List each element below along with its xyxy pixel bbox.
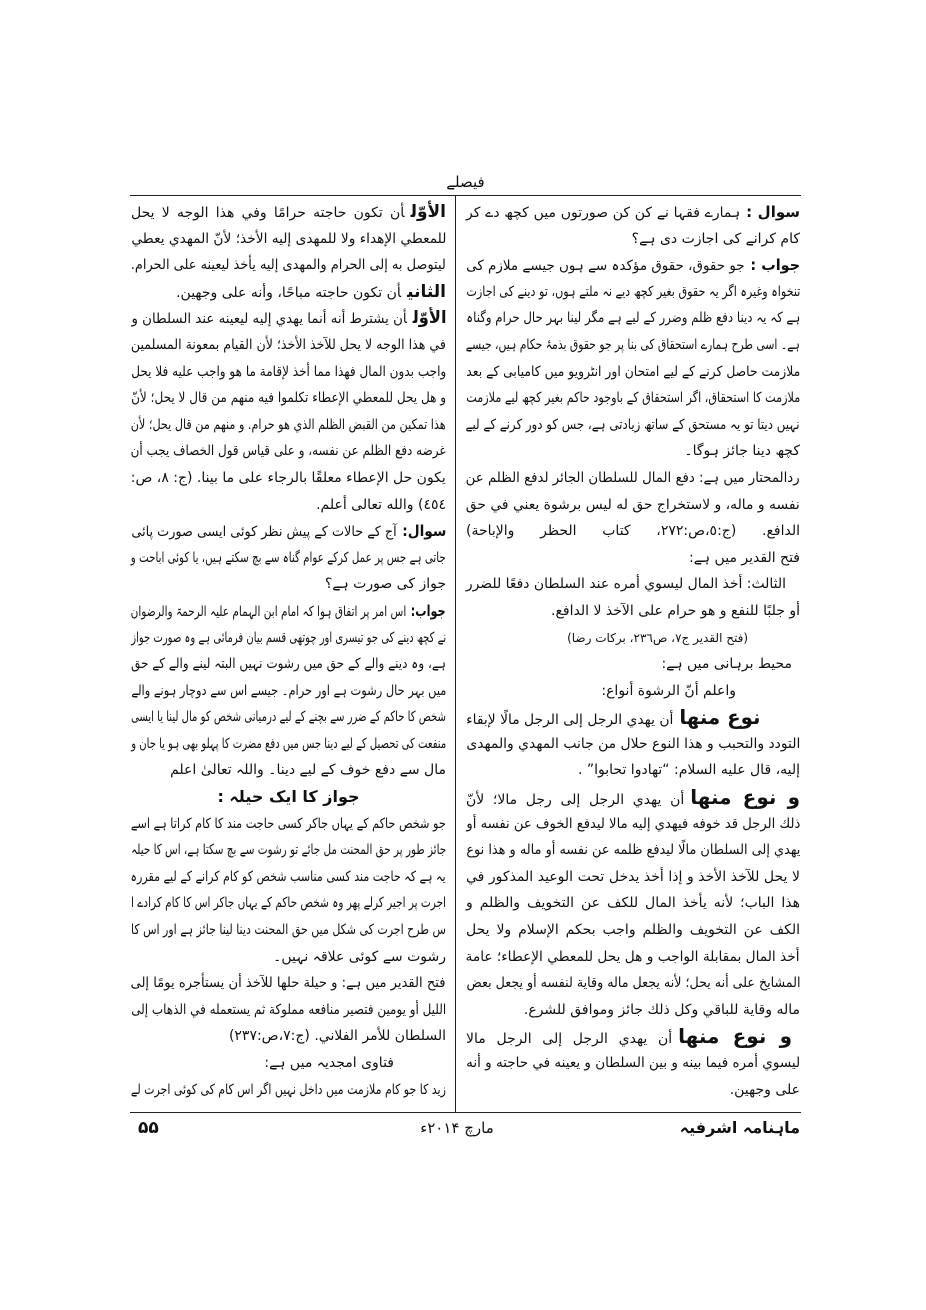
text-line: ليسوي أمره فيما بينه و بين السلطان و يعينه في حاجته و أنه bbox=[466, 1055, 800, 1071]
magazine-name: ماہنامہ اشرفیہ bbox=[679, 1118, 800, 1137]
text-line: واجب بدون المال فهذا مما أخذ لإقامة ما هو واجب عليه فلا يحل bbox=[131, 363, 446, 380]
text-line: هذا الباب؛ لأنه يأخذ المال للكف عن التخويف والظلم و bbox=[466, 895, 800, 912]
text-line: و هل يحل للمعطي الإعطاء تكلموا فيه منهم من قال لا يحل؛ لأنّ bbox=[131, 390, 446, 407]
text-line: غرضه دفع الظلم عن نفسه، و على قياس قول الخصاف يجب أن bbox=[131, 443, 446, 460]
clause-label: و نوع منها bbox=[690, 785, 800, 810]
clause-label: و نوع منها bbox=[678, 1024, 792, 1049]
text-line: ہے۔ اسی طرح ہمارے استحقاق کی بنا پر جو حقوق بذمۂ حکام ہیں، جیسے bbox=[466, 336, 800, 353]
text-line: على وجهين. bbox=[729, 1081, 800, 1098]
text-line: مال سے دفع خوف کے لیے دینا۔ واللہ تعالیٰ اعلم bbox=[170, 762, 446, 779]
text-line bbox=[466, 784, 800, 811]
text-line: ٤٥٤) والله تعالى أعلم. bbox=[316, 496, 446, 513]
text-line: الثالث: أخذ المال ليسوي أمره عند السلطان دفعًا للضرر bbox=[466, 576, 787, 593]
text-line: أو جلبًا للنفع و هو حرام على الآخذ لا الدافع. bbox=[551, 602, 800, 619]
text-line bbox=[131, 279, 446, 306]
text-line: ذلك الرجل قد خوفه فيهدي إليه مالا ليدفع الخوف عن نفسه أو bbox=[466, 815, 800, 832]
left-column bbox=[131, 199, 446, 1103]
line-text: اس امر پر اتفاق ہوا کہ امام ابن الہمام علیہ الرحمۃ والرضوان bbox=[131, 603, 407, 620]
text-line: اجرت پر اجیر کرلے پھر وہ شخص حاکم کے یہاں جاکر اس کا کام کرادے ا bbox=[131, 895, 446, 912]
text-line bbox=[466, 199, 800, 226]
text-line bbox=[131, 518, 446, 545]
text-line: کام کرانے کی اجازت دی ہے؟ bbox=[631, 230, 800, 247]
text-line: رشوت سے کوئی علاقہ نہیں۔ bbox=[273, 948, 446, 965]
text-line: ردالمحتار میں ہے: دفع المال للسلطان الجائر لدفع الظلم عن bbox=[466, 469, 800, 486]
text-line: میں بہر حال رشوت ہے اور حرام۔ جیسے اس سے دوچار ہونے والے bbox=[131, 682, 446, 699]
text-line: جواز کی صورت ہے؟ bbox=[324, 576, 446, 593]
text-line: لا يحل للآخذ الأخذ و إذا أخذ يدخل تحت الوعيد المذكور في bbox=[466, 868, 800, 885]
text-line: کچھ دینا جائز ہوگا۔ bbox=[684, 443, 800, 460]
text-line: جو شخص حاکم کے یہاں جاکر کسی حاجت مند کا کام کراتا ہے اسے bbox=[131, 815, 446, 832]
section-heading: جواز کا ایک حیلہ : bbox=[217, 787, 360, 807]
line-text: أن تكون حاجته حرامًا وفي هذا الوجه لا يحل bbox=[131, 205, 405, 221]
section-title: فیصلے bbox=[446, 173, 485, 191]
text-line bbox=[466, 704, 800, 731]
page-number: ۵۵ bbox=[138, 1118, 159, 1138]
text-line: في هذا الوجه لا يحل للآخذ الأخذ؛ لأن القيام بمعونة المسلمين bbox=[131, 336, 446, 353]
header-rule bbox=[130, 195, 801, 196]
line-text: ہمارے فقہا نے کن کن صورتوں میں کچھ دے کر bbox=[466, 205, 741, 221]
footer-rule bbox=[130, 1112, 801, 1113]
source-label: فتاوی امجدیہ میں ہے: bbox=[264, 1055, 394, 1071]
text-line: إليه، قال عليه السلام: “تهادوا تحابوا” . bbox=[577, 762, 800, 779]
line-text: أن يشترط أنه أنما يهدي إليه ليعينه عند السلطان و bbox=[131, 311, 407, 328]
column-divider bbox=[455, 196, 456, 1112]
text-line: يهدي إلى السلطان مالًا ليدفع ظلمه عن نفسه أو ماله و هذا نوع bbox=[466, 842, 800, 859]
clause-label: الثاني bbox=[407, 281, 446, 302]
text-line bbox=[466, 1023, 800, 1050]
source-label: فتح القدیر میں ہے: bbox=[688, 549, 800, 566]
clause-label: الأوّل bbox=[412, 308, 446, 329]
text-line: تنخواہ وغیرہ اگر یہ حقوق بغیر کچھ دیے نہ ملتے ہوں، تو دینے کی اجازت bbox=[466, 283, 800, 300]
clause-label: نوع منها bbox=[679, 705, 761, 730]
text-line: ملازمت کا استحقاق، اگر استحقاق کے باوجود حاکم بغیر کچھ لیے ملازمت bbox=[466, 390, 800, 407]
text-line: للمعطي الإهداء ولا للمهدى إليه الأخذ؛ لأنّ المهدي يعطي bbox=[131, 230, 446, 247]
text-line: ہے کہ یہ دینا دفع ظلم وضرر کے لیے ہے مگر لینا بہر حال حرام وگناہ bbox=[466, 310, 800, 327]
text-line: ہے، وہ دینے والے کے حق میں رشوت نہیں البتہ لینے والے کے حق bbox=[131, 656, 446, 673]
citation-line: السلطان للأمر الفلاني. (ج:٧،ص:٢٣٧) bbox=[228, 1028, 446, 1045]
text-line: نفسه و ماله، و لاستخراج حق له ليس برشوة يعني في حق bbox=[466, 496, 800, 513]
text-line bbox=[131, 199, 446, 226]
line-text: أن تكون حاجته مباحًا، وأنه على وجهين. bbox=[176, 284, 402, 301]
text-line: س طرح اجرت کی شکل میں حق المحنت دینا لینا جائز ہے اور اس کا bbox=[131, 922, 446, 939]
text-line: زید کا جو کام ملازمت میں داخل نہیں اگر اس کام کی کوئی اجرت لے bbox=[131, 1081, 446, 1098]
text-line: نہیں دیتا تو یہ مستحق کے ساتھ زیادتی ہے، جس کو دور کرنے کے لیے bbox=[466, 416, 800, 433]
issue-date: مارچ ۲۰۱۴ء bbox=[420, 1119, 494, 1137]
line-text: أن يهدي الرجل إلى الرجل مالا bbox=[466, 1031, 673, 1048]
text-line bbox=[131, 305, 446, 332]
line-text: أن يهدي الرجل إلى الرجل مالًا لإبقاء bbox=[466, 712, 674, 729]
text-line: التودد والتحبب و هذا النوع حلال من جانب المهدي والمهدى bbox=[466, 735, 800, 752]
text-line: هذا تمكين من القبض الظلم الذي هو حرام. و منهم من قال يحل؛ لأن bbox=[131, 416, 446, 433]
citation-line: (فتح القدیر ج٧، ص٢٣٦، برکات رضا) bbox=[567, 630, 748, 645]
citation-line: الدافع. (ج:٥،ص:٢٧٢، کتاب الحظر والإباحة) bbox=[466, 523, 800, 540]
text-line: شخص کا حاکم کے ضرر سے بچنے کے لیے درمیانی شخص کو مال لینا یا ایسی bbox=[131, 709, 446, 726]
text-line bbox=[466, 252, 800, 279]
line-text: آج کے حالات کے پیش نظر کوئی ایسی صورت پائی bbox=[131, 524, 397, 541]
text-line: جاتی ہے جس پر عمل کرکے عوام گناہ سے بچ سکتے ہیں، یا کوئی اباحت و bbox=[131, 549, 446, 566]
text-line bbox=[131, 598, 446, 625]
text-line: أخذ المال بمقابلة الواجب و هل يحل للمعطي الإعطاء؛ عامة bbox=[466, 948, 800, 965]
text-line: الكف عن التخويف والظلم واجب بحكم الإسلام ولا يحل bbox=[466, 922, 800, 939]
source-label: محیط برہانی میں ہے: bbox=[661, 656, 792, 673]
text-line: نے کچھ دینے کی جو تیسری اور چوتھی قسم بیان فرمائی ہے وہ صورت جواز bbox=[131, 629, 446, 646]
text-line: الليل أو يومين فتصير منافعه مملوكة ثم يستعمله في الذهاب إلى bbox=[131, 1001, 446, 1018]
text-line: جائز طور پر حق المحنت مل جائے تو رشوت سے بچ سکتا ہے، اس کا حیلہ bbox=[131, 842, 446, 859]
text-line: فتح القدیر میں ہے: و حيلة حلها للآخذ أن يستأجره يومًا إلى bbox=[131, 975, 446, 992]
text-line: واعلم أنّ الرشوة أنواع: bbox=[601, 682, 736, 699]
line-text: جو حقوق، حقوق مؤکدہ سے ہوں جیسے ملازم کی bbox=[466, 258, 745, 275]
text-line: یہ ہے کہ حاجت مند کسی مناسب شخص کو کام کرانے کے لیے مقررہ bbox=[131, 868, 446, 885]
question-label: سوال: bbox=[401, 522, 446, 541]
text-line: ملازمت حاصل کرنے کے لیے امتحان اور انٹرویو میں کامیابی کے بعد bbox=[466, 363, 800, 380]
right-column bbox=[466, 199, 800, 1103]
answer-label: جواب : bbox=[750, 256, 800, 275]
text-line: منفعت کی تحصیل کے لیے دینا جس میں دفع مضرت کا پہلو بھی ہو یا جان و bbox=[131, 735, 446, 752]
question-label: سوال : bbox=[746, 203, 800, 221]
text-line: يكون حل الإعطاء معلقًا بالرجاء على ما بينا. (ج: ٨، ص: bbox=[131, 469, 447, 486]
line-text: أن يهدي الرجل إلى رجل مالا؛ لأنّ bbox=[466, 792, 685, 809]
text-line: ليتوصل به إلى الحرام والمهدى إليه يأخذ ليعينه على الحرام. bbox=[131, 257, 446, 274]
text-line: ماله وقاية للباقي وكل ذلك جائز وموافق للشرع. bbox=[523, 1001, 800, 1018]
clause-label: الأوّل bbox=[410, 202, 446, 222]
answer-label: جواب: bbox=[411, 601, 446, 620]
text-line: المشايخ على أنه يحل؛ لأنه يجعل ماله وقاية لنفسه أو يجعل بعض bbox=[466, 975, 800, 992]
